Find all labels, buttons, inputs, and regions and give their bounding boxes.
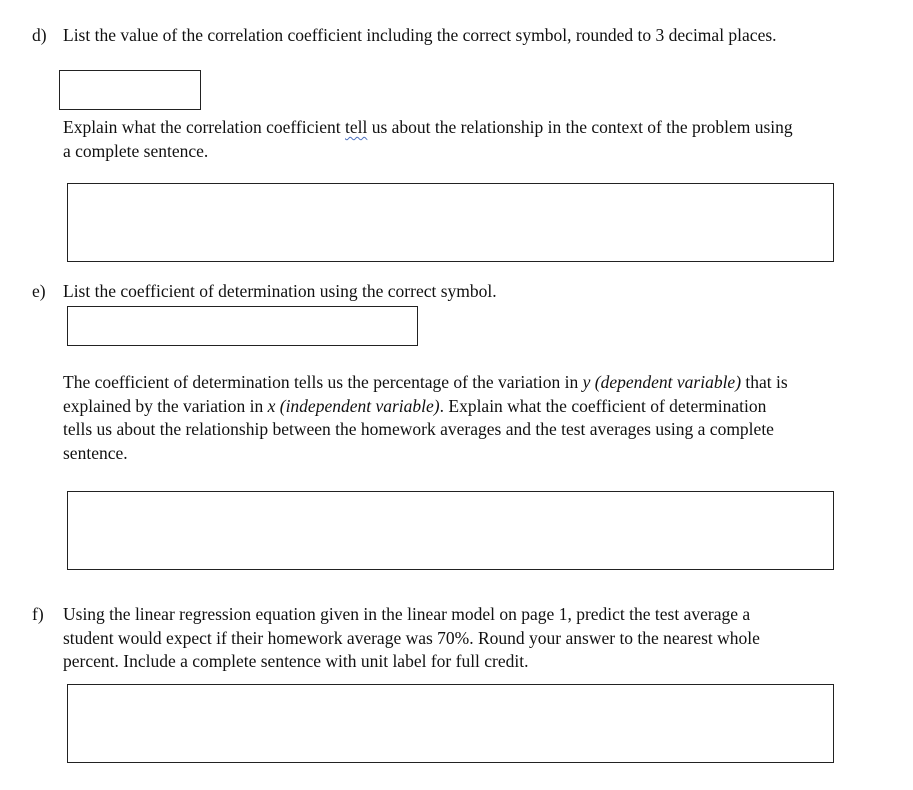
section-d-question: List the value of the correlation coefficient including the correct symbol, rounded to 3 decimal places. [63,25,777,45]
explain-text-line2: a complete sentence. [63,140,209,161]
independent-variable-term: x (independent variable) [267,395,440,416]
grammar-flagged-word: tell [345,117,368,137]
explain-text-part1: Explain what the correlation coefficient [63,117,345,137]
correlation-coefficient-answer-box[interactable] [59,70,201,110]
section-e-question: List the coefficient of determination using the correct symbol. [63,281,497,301]
section-d-label: d) [32,25,47,45]
prediction-answer-box[interactable] [67,684,834,763]
info-line2-b: . Explain what the coefficient of determination [439,395,767,416]
section-f-label: f) [32,604,44,624]
section-d-explain-prompt [63,116,913,163]
section-f-line3: percent. Include a complete sentence with unit label for full credit. [63,651,529,671]
section-f-line1: Using the linear regression equation given in the linear model on page 1, predict the test average a [63,604,751,624]
info-line3: tells us about the relationship between the homework averages and the test averages using a complete [63,419,774,439]
section-f-question [63,603,913,674]
explain-text-part2: us about the relationship in the context of the problem using [367,117,793,137]
determination-explanation-answer-box[interactable] [67,491,834,570]
info-line1-a: The coefficient of determination tells us the percentage of the variation in [63,372,583,392]
coefficient-of-determination-answer-box[interactable] [67,306,418,346]
info-line2-a: explained by the variation in [63,395,268,416]
info-line4: sentence. [63,442,128,463]
dependent-variable-term: y (dependent variable) [582,372,742,392]
info-line1-b: that is [741,372,788,392]
correlation-explanation-answer-box[interactable] [67,183,834,262]
section-f-line2: student would expect if their homework average was 70%. Round your answer to the nearest whole [63,627,760,648]
section-e-label: e) [32,281,46,301]
section-e-info-paragraph [63,371,913,465]
